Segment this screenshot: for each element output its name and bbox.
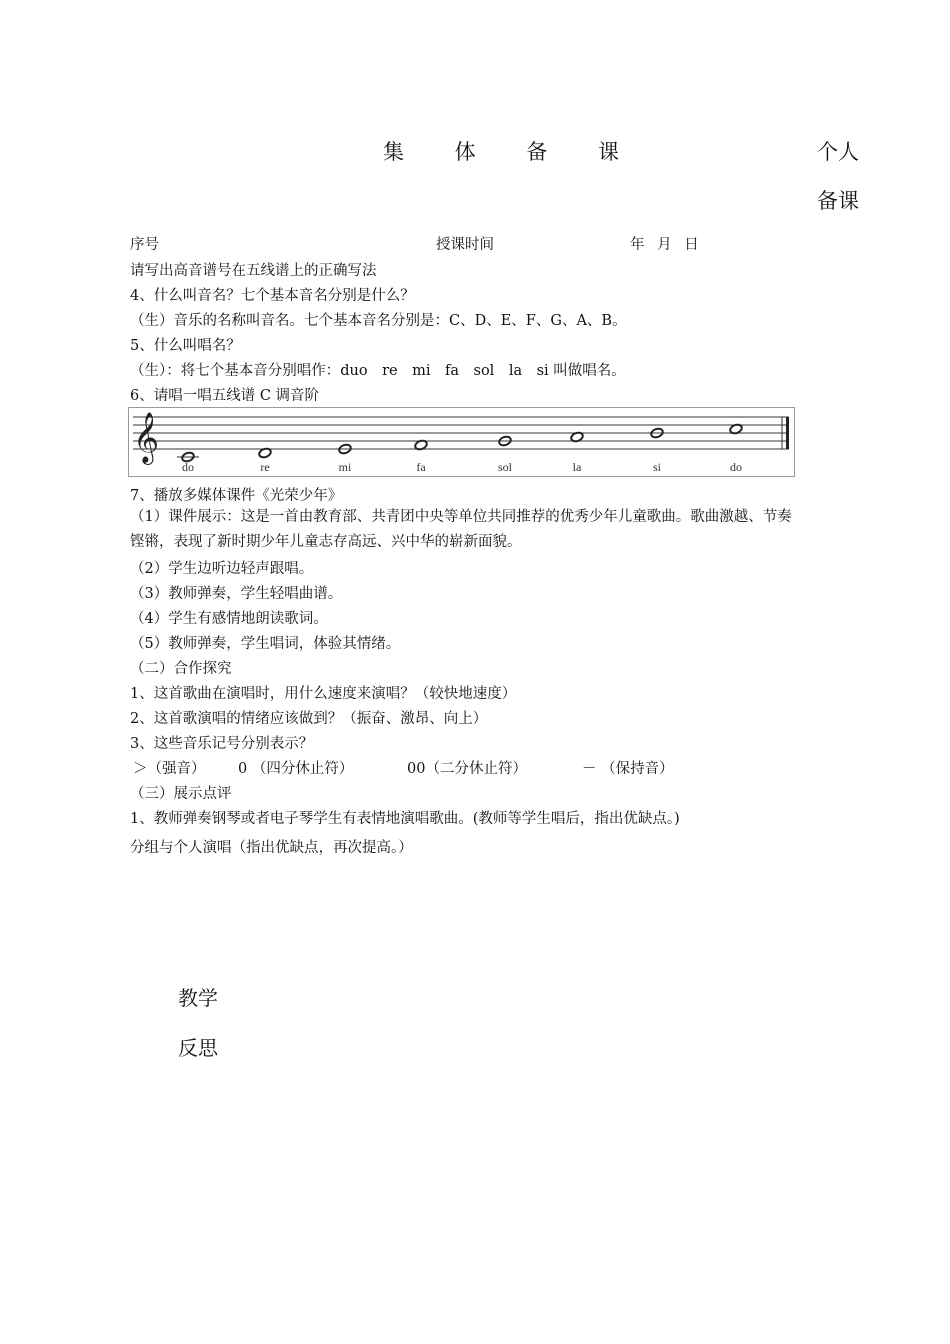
- line-emotion-q: 2、这首歌演唱的情绪应该做到？（振奋、激昂、向上）: [130, 711, 488, 727]
- symbol-quarter-rest: 0 （四分休止符）: [238, 761, 354, 777]
- seq-label: 序号: [130, 237, 159, 253]
- line-a4: （生）音乐的名称叫音名。七个基本音名分别是：C、D、E、F、G、A、B。: [130, 313, 627, 329]
- symbol-tenuto: － （保持音）: [582, 761, 674, 777]
- c-major-scale-staff: [128, 407, 795, 477]
- line-courseware-desc: （1）课件展示：这是一首由教育部、共青团中央等单位共同推荐的优秀少年儿童歌曲。歌曲激越、节奏铿锵，表现了新时期少年儿童志存高远、兴中华的崭新面貌。: [130, 509, 792, 550]
- line-a5: （生）：将七个基本音分别唱作：duo re mi fa sol la si 叫做唱名。: [130, 363, 626, 379]
- symbol-half-rest: 00（二分休止符）: [407, 761, 527, 777]
- reflection-label-2: 反思: [178, 1036, 218, 1060]
- line-group-singing: 分组与个人演唱（指出优缺点，再次提高。）: [130, 840, 413, 856]
- side-label-prep: 备课: [817, 189, 859, 213]
- syllable-label: do: [182, 460, 194, 474]
- line-section-2: （二）合作探究: [130, 661, 232, 677]
- line-symbols-q: 3、这些音乐记号分别表示？: [130, 736, 314, 752]
- line-performance: 1、教师弹奏钢琴或者电子琴学生有表情地演唱歌曲。(教师等学生唱后，指出优缺点。): [130, 811, 680, 827]
- line-step4: （4）学生有感情地朗读歌词。: [130, 611, 328, 627]
- line-treble-clef-question: 请写出高音谱号在五线谱上的正确写法: [130, 263, 377, 279]
- date-label: 年 月 日: [630, 237, 699, 253]
- reflection-label-1: 教学: [178, 986, 218, 1010]
- line-q7: 7、播放多媒体课件《光荣少年》: [130, 488, 343, 504]
- syllable-label: mi: [338, 460, 352, 474]
- final-barline: [786, 417, 789, 449]
- line-section-3: （三）展示点评: [130, 786, 232, 802]
- syllable-label: fa: [416, 460, 426, 474]
- staff-svg: [129, 408, 794, 476]
- syllable-label: la: [572, 460, 582, 474]
- syllable-label: sol: [497, 460, 513, 474]
- treble-clef-icon: 𝄞: [133, 412, 160, 463]
- line-step2: （2）学生边听边轻声跟唱。: [130, 561, 314, 577]
- syllable-label: re: [260, 460, 270, 474]
- page-title: 集 体 备 课: [383, 140, 642, 164]
- syllable-label: do: [730, 460, 742, 474]
- line-step3: （3）教师弹奏，学生轻唱曲谱。: [130, 586, 343, 602]
- line-q6: 6、请唱一唱五线谱 C 调音阶: [130, 388, 320, 404]
- line-step5: （5）教师弹奏，学生唱词，体验其情绪。: [130, 636, 401, 652]
- time-label: 授课时间: [436, 237, 494, 253]
- symbol-accent: ＞（强音）: [133, 761, 206, 777]
- syllable-label: si: [652, 460, 662, 474]
- side-label-personal: 个人: [817, 140, 859, 164]
- line-tempo-q: 1、这首歌曲在演唱时，用什么速度来演唱？（较快地速度）: [130, 686, 517, 702]
- line-q4: 4、什么叫音名？七个基本音名分别是什么？: [130, 288, 415, 304]
- line-q5: 5、什么叫唱名？: [130, 338, 241, 354]
